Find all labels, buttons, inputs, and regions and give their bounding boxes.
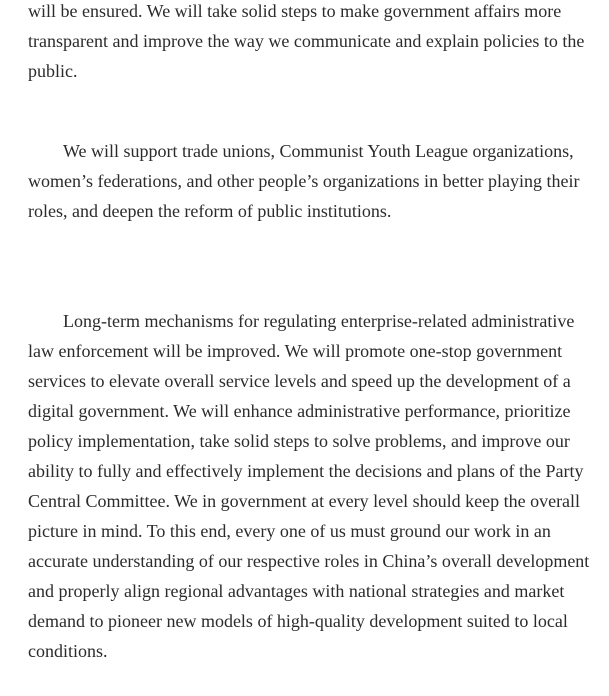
- paragraph-3: Long-term mechanisms for regulating enterprise-related administrative law enforcement will be improved. We will promote one-stop government services to elevate overall service levels and speed up the development of a digital government. We will enhance administrative performance, prioritize policy implementation, take solid steps to solve problems, and improve our ability to fully and effectively implement the decisions and plans of the Party Central Committee. We in government at every level should keep the overall picture in mind. To this end, every one of us must ground our work in an accurate understanding of our respective roles in China’s overall development and properly align regional advantages with national strategies and market demand to pioneer new models of high-quality development suited to local conditions.: [28, 311, 590, 661]
- paragraph-1: will be ensured. We will take solid steps to make government affairs more transparent and improve the way we communicate and explain policies to the public.: [28, 1, 585, 81]
- paragraph-2: We will support trade unions, Communist Youth League organizations, women’s federations, and other people’s organizations in better playing their roles, and deepen the reform of public institutions.: [28, 141, 580, 221]
